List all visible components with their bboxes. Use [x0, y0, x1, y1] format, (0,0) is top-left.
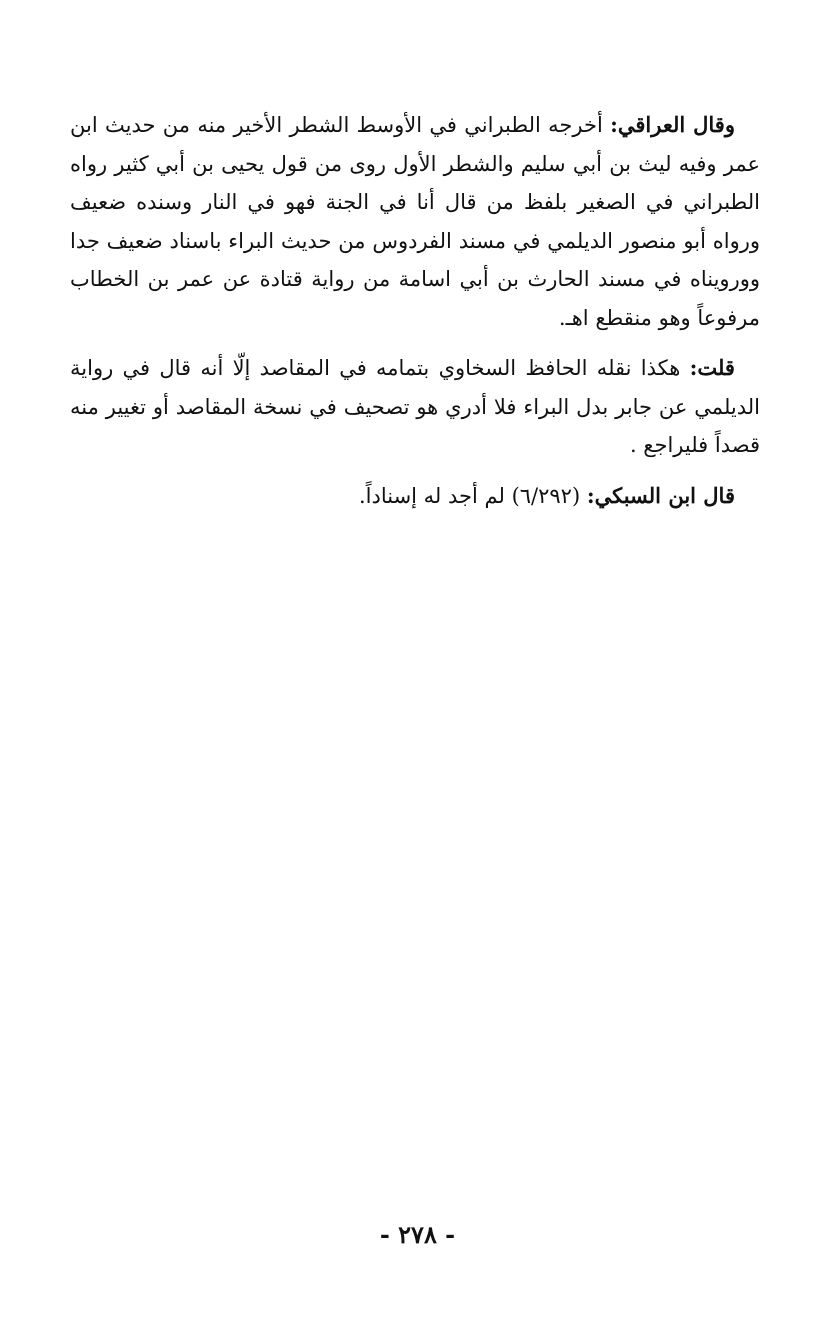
paragraph-lead: قال ابن السبكي:: [586, 482, 735, 508]
paragraph-subki: [70, 477, 760, 516]
paragraph-lead: قلت:: [689, 355, 735, 380]
paragraph-lead: وقال العراقي:: [610, 112, 735, 137]
text-body: [70, 106, 760, 527]
paragraph-text: (٦/٢٩٢) لم أجد له إسناداً.: [358, 483, 581, 508]
paragraph-iraqi: [70, 106, 760, 337]
paragraph-text: هكذا نقله الحافظ السخاوي بتمامه في المقاصد إلّا أنه قال في رواية الديلمي عن جابر بدل البراء فلا أدري هو تصحيف في نسخة المقاصد أو تغيير منه قصداً فليراجع .: [70, 356, 760, 457]
page-number: - ٢٧٨ -: [379, 1220, 456, 1249]
paragraph-text: أخرجه الطبراني في الأوسط الشطر الأخير منه من حديث ابن عمر وفيه ليث بن أبي سليم والشطر الأول روى من قول يحيى بن أبي كثير رواه الطبراني في الصغير بلفظ من قال أنا في الجنة فهو في النار وسنده ضعيف ورواه أبو منصور الديلمي في مسند الفردوس من حديث البراء باسناد ضعيف جدا وورويناه في مسند الحارث بن أبي اسامة من رواية قتادة عن عمر بن الخطاب مرفوعاً وهو منقطع اهـ.: [70, 113, 760, 330]
paragraph-qultu: [70, 349, 760, 465]
